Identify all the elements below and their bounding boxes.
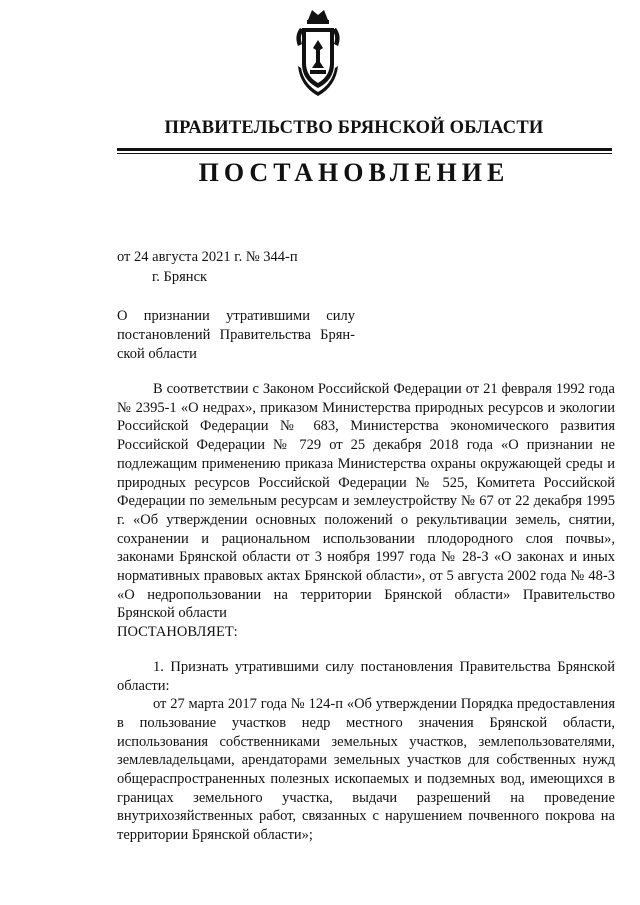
header-rule-thick bbox=[117, 148, 612, 151]
government-title: ПРАВИТЕЛЬСТВО БРЯНСКОЙ ОБЛАСТИ bbox=[164, 118, 544, 138]
date-number-line: от 24 августа 2021 г. № 344-п bbox=[117, 249, 298, 265]
decree-word: ПОСТАНОВЛЯЕТ: bbox=[117, 624, 238, 641]
item-1-sub-1-paragraph: от 27 марта 2017 года № 124-п «Об утверждении Порядка предоставления в пользование участков недр местного значения Брянской области, использования собственниками земельных участков, землепользователями, землевладельцами, арендаторами земельных участков для собственных нужд общераспространенных полезных ископаемых и подземных вод, имеющихся в границах земельного участка, выдачи разрешений на проведение внутрихозяйственных работ, связанных с нарушением почвенного покрова на территории Брянской области»; bbox=[117, 696, 615, 844]
coat-of-arms-icon bbox=[290, 6, 346, 100]
item-1-paragraph: 1. Признать утратившими силу постановления Правительства Брянской области: bbox=[117, 658, 615, 694]
city-line: г. Брянск bbox=[152, 269, 208, 285]
document-body bbox=[117, 380, 615, 845]
document-type-title: ПОСТАНОВЛЕНИЕ bbox=[198, 158, 510, 187]
document-subject: О признании утратившими силу постановлений Правительства Брянской области bbox=[117, 308, 355, 362]
header-rule-thin bbox=[117, 153, 612, 154]
preamble-paragraph: В соответствии с Законом Российской Федерации от 21 февраля 1992 года № 2395-1 «О недрах», приказом Министерства природных ресурсов и экологии Российской Федерации № 683, Министерства экономического развития Российской Федерации № 729 от 25 декабря 2018 года «О признании не подлежащим применению приказа Министерства охраны окружающей среды и природных ресурсов Российской Федерации № 525, Комитета Российской Федерации по земельным ресурсам и землеустройству № 67 от 22 декабря 1995 г. «Об утверждении основных положений о рекультивации земель, снятии, сохранении и рациональном использовании плодородного слоя почвы», законами Брянской области от 3 ноября 1997 года № 28-З «О законах и иных нормативных правовых актах Брянской области», от 5 августа 2002 года № 48-З «О недропользовании на территории Брянской области» Правительство Брянской области bbox=[117, 381, 615, 622]
